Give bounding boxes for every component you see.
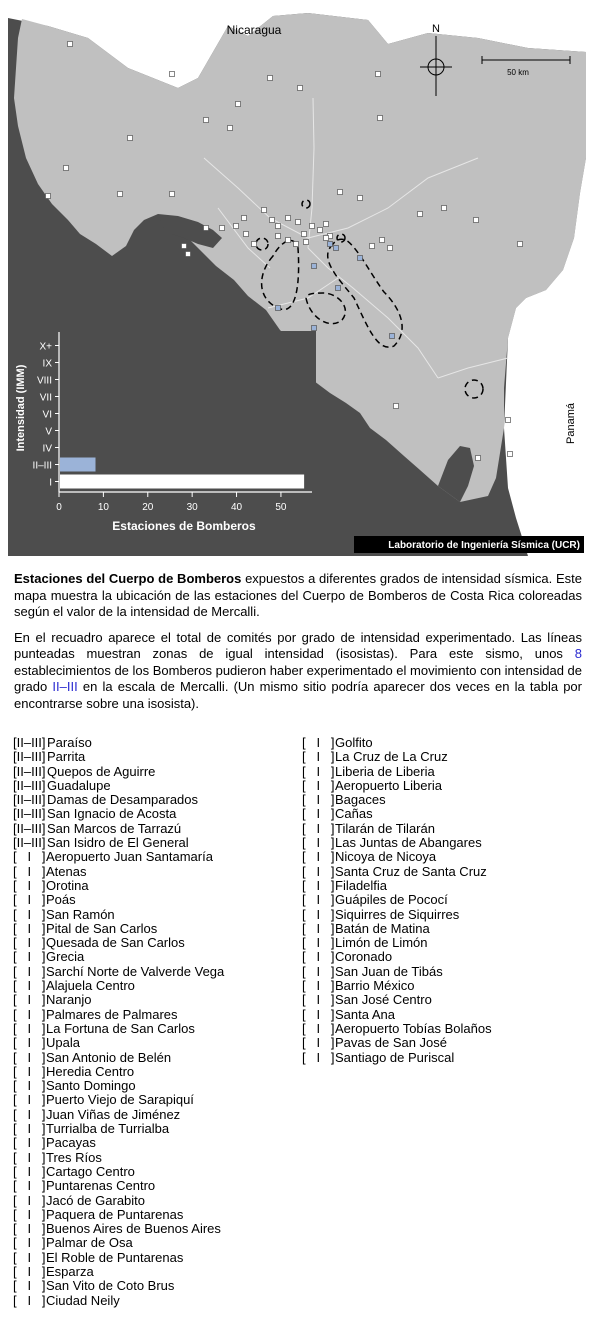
y-tick-label: V	[45, 426, 52, 438]
station-name: Filadelfia	[335, 877, 388, 893]
station-marker	[394, 404, 399, 409]
station-marker-II-III	[334, 246, 339, 251]
station-grade: [ I ]	[13, 1092, 46, 1108]
station-list-item	[302, 865, 492, 879]
station-marker	[268, 76, 273, 81]
station-grade: [ I ]	[302, 992, 335, 1008]
station-marker	[244, 232, 249, 237]
station-grade: [II–III]	[13, 820, 46, 836]
station-list-item	[302, 1022, 492, 1036]
station-name: San Antonio de Belén	[46, 1049, 172, 1065]
station-list-item	[13, 1236, 224, 1250]
panama-label: Panamá	[565, 403, 577, 444]
station-name: Sarchí Norte de Valverde Vega	[46, 963, 225, 979]
bar-0	[60, 475, 304, 489]
station-list-item	[13, 879, 224, 893]
station-name: Santa Cruz de Santa Cruz	[335, 863, 487, 879]
station-name: La Fortuna de San Carlos	[46, 1020, 195, 1036]
station-marker-II-III	[276, 306, 281, 311]
station-name: Jacó de Garabito	[46, 1192, 146, 1208]
station-list-item	[13, 993, 224, 1007]
station-grade: [ I ]	[13, 1063, 46, 1079]
station-marker	[518, 242, 523, 247]
station-list-item	[13, 1136, 224, 1150]
station-grade: [ I ]	[302, 920, 335, 936]
caption-paragraph-2	[14, 630, 582, 713]
station-name: Pavas de San José	[335, 1035, 448, 1051]
station-grade: [II–III]	[13, 777, 46, 793]
y-tick-label: I	[49, 477, 52, 489]
station-name: Parrita	[47, 749, 86, 765]
station-marker	[318, 228, 323, 233]
y-tick-label: II–III	[32, 460, 52, 472]
station-marker	[324, 236, 329, 241]
station-list-item	[302, 1036, 492, 1050]
station-list-item	[302, 950, 492, 964]
station-list-item	[13, 793, 224, 807]
costa-rica-map	[8, 8, 586, 556]
station-marker	[46, 194, 51, 199]
station-name: Naranjo	[46, 992, 92, 1008]
station-list-item	[302, 765, 492, 779]
station-marker	[302, 232, 307, 237]
station-list-item	[302, 879, 492, 893]
station-name: Alajuela Centro	[46, 978, 135, 994]
station-grade: [ I ]	[302, 949, 335, 965]
station-name: Nicoya de Nicoya	[335, 849, 437, 865]
station-list-item	[13, 1208, 224, 1222]
station-list-item	[13, 1008, 224, 1022]
station-marker-II-III	[312, 264, 317, 269]
caption-p1-text: expuestos a diferentes grados de intensidad sísmica. Este mapa muestra la ubicación de las estaciones del Cuerpo de Bomberos de Costa Rica coloreadas según el valor de la intensidad de Mercalli.	[14, 571, 582, 619]
station-list-item	[13, 979, 224, 993]
station-marker	[508, 452, 513, 457]
x-tick-label: 0	[56, 502, 62, 513]
station-name: Guadalupe	[47, 777, 111, 793]
station-name: Turrialba de Turrialba	[46, 1121, 170, 1137]
station-name: San Isidro de El General	[47, 835, 189, 851]
station-marker	[304, 240, 309, 245]
station-name: Guápiles de Pococí	[335, 892, 448, 908]
station-marker	[242, 216, 247, 221]
map-panel	[8, 8, 586, 556]
station-marker	[118, 192, 123, 197]
station-list-item	[13, 1051, 224, 1065]
station-list-item	[13, 850, 224, 864]
station-list-item	[13, 922, 224, 936]
station-list-item	[13, 1179, 224, 1193]
station-grade: [ I ]	[13, 1078, 46, 1094]
station-list-item	[13, 750, 224, 764]
station-name: Cartago Centro	[46, 1163, 135, 1179]
station-name: San Vito de Coto Brus	[46, 1278, 175, 1294]
station-grade: [ I ]	[302, 777, 335, 793]
station-marker	[294, 242, 299, 247]
caption-paragraph-1	[14, 571, 582, 621]
station-list-item	[302, 979, 492, 993]
station-list-item	[302, 750, 492, 764]
station-list-item	[13, 1108, 224, 1122]
station-name: Palmares de Palmares	[46, 1006, 178, 1022]
station-grade: [II–III]	[13, 806, 46, 822]
station-list-item	[13, 965, 224, 979]
station-list-item	[13, 1222, 224, 1236]
station-list-item	[302, 736, 492, 750]
y-tick-label: VII	[39, 392, 52, 404]
station-list-item	[13, 1036, 224, 1050]
station-name: Pacayas	[46, 1135, 96, 1151]
station-marker	[298, 86, 303, 91]
station-grade: [ I ]	[13, 1178, 46, 1194]
station-marker	[376, 72, 381, 77]
station-grade: [ I ]	[302, 892, 335, 908]
station-name: Orotina	[46, 877, 89, 893]
station-marker	[286, 238, 291, 243]
station-list-item	[13, 1294, 224, 1308]
station-list-item	[13, 736, 224, 750]
station-marker	[276, 224, 281, 229]
station-marker	[252, 242, 257, 247]
station-list-item	[302, 893, 492, 907]
station-grade: [ I ]	[13, 1149, 46, 1165]
station-marker	[474, 218, 479, 223]
x-tick-label: 10	[97, 502, 109, 513]
station-list-item	[13, 765, 224, 779]
station-name: San Ramón	[46, 906, 115, 922]
station-grade: [ I ]	[13, 1121, 46, 1137]
station-list-item	[13, 1122, 224, 1136]
station-marker	[310, 224, 315, 229]
station-name: Siquirres de Siquirres	[335, 906, 460, 922]
station-grade: [ I ]	[13, 877, 46, 893]
station-grade: [ I ]	[302, 820, 335, 836]
x-tick-label: 50	[275, 502, 287, 513]
station-grade: [ I ]	[13, 935, 46, 951]
station-marker-II-III	[358, 256, 363, 261]
station-name: Liberia de Liberia	[335, 763, 435, 779]
station-list-item	[13, 807, 224, 821]
station-name: Bagaces	[335, 792, 386, 808]
station-name: La Cruz de La Cruz	[335, 749, 448, 765]
station-grade: [ I ]	[302, 1020, 335, 1036]
station-list-item	[13, 1194, 224, 1208]
station-list-item	[13, 936, 224, 950]
station-name: Batán de Matina	[335, 920, 430, 936]
station-grade: [ I ]	[13, 1035, 46, 1051]
station-name: Upala	[46, 1035, 80, 1051]
station-name: Santo Domingo	[46, 1078, 136, 1094]
nicaragua-label: Nicaragua	[226, 23, 282, 37]
station-list-item	[13, 865, 224, 879]
station-grade: [ I ]	[13, 978, 46, 994]
station-name: Puerto Viejo de Sarapiquí	[46, 1092, 194, 1108]
station-list-item	[13, 822, 224, 836]
station-list-item	[302, 936, 492, 950]
intensity-grade: II–III	[52, 679, 78, 694]
scale-label: 50 km	[507, 68, 529, 77]
y-tick-label: VI	[42, 409, 52, 421]
station-grade: [ I ]	[302, 978, 335, 994]
north-label: N	[432, 23, 440, 35]
station-marker	[182, 244, 187, 249]
station-name: Buenos Aires de Buenos Aires	[46, 1221, 221, 1237]
station-marker-II-III	[328, 242, 333, 247]
station-list-item	[302, 922, 492, 936]
station-grade: [ I ]	[302, 749, 335, 765]
station-grade: [ I ]	[13, 992, 46, 1008]
station-list-item	[13, 1251, 224, 1265]
station-name: Poás	[46, 892, 76, 908]
station-grade: [ I ]	[302, 792, 335, 808]
station-name: Tres Ríos	[46, 1149, 102, 1165]
station-name: Heredia Centro	[46, 1063, 135, 1079]
station-grade: [ I ]	[13, 1206, 46, 1222]
station-name: San Juan de Tibás	[335, 963, 443, 979]
y-tick-label: IX	[42, 358, 52, 370]
station-marker	[286, 216, 291, 221]
station-grade: [ I ]	[13, 892, 46, 908]
station-marker	[236, 102, 241, 107]
station-grade: [ I ]	[302, 1035, 335, 1051]
station-name: Coronado	[335, 949, 393, 965]
caption-p2-text-a: En el recuadro aparece el total de comités por grado de intensidad experimentado. Las líneas punteadas muestran zonas de igual intensidad (isosistas). Para este sismo, unos	[14, 629, 582, 661]
station-list-left	[13, 736, 224, 1308]
station-name: Atenas	[46, 863, 87, 879]
station-marker-II-III	[390, 334, 395, 339]
chart-y-title: Intensidad (IMM)	[15, 364, 27, 452]
station-marker	[296, 220, 301, 225]
station-grade: [ I ]	[302, 849, 335, 865]
chart-x-title: Estaciones de Bomberos	[112, 519, 256, 533]
station-grade: [ I ]	[13, 1292, 46, 1308]
station-grade: [ I ]	[302, 806, 335, 822]
station-grade: [II–III]	[13, 792, 46, 808]
y-tick-label: X+	[39, 341, 52, 353]
y-tick-label: IV	[42, 443, 52, 455]
station-grade: [ I ]	[302, 935, 335, 951]
station-grade: [II–III]	[13, 835, 46, 851]
station-name: Ciudad Neily	[46, 1292, 120, 1308]
caption-title: Estaciones del Cuerpo de Bomberos	[14, 571, 242, 586]
station-list-item	[302, 822, 492, 836]
station-name: Esparza	[46, 1263, 94, 1279]
station-list-item	[302, 850, 492, 864]
station-marker	[370, 244, 375, 249]
bar-1	[60, 458, 96, 472]
station-grade: [ I ]	[302, 877, 335, 893]
station-name: Puntarenas Centro	[46, 1178, 156, 1194]
station-grade: [ I ]	[302, 835, 335, 851]
station-marker	[380, 238, 385, 243]
station-list-item	[13, 908, 224, 922]
station-list-item	[302, 836, 492, 850]
station-name: Tilarán de Tilarán	[335, 820, 435, 836]
station-name: Aeropuerto Tobías Bolaños	[335, 1020, 492, 1036]
station-list-item	[302, 793, 492, 807]
station-list-right	[302, 736, 492, 1065]
station-marker	[476, 456, 481, 461]
station-marker	[128, 136, 133, 141]
station-grade: [II–III]	[13, 749, 46, 765]
station-grade: [ I ]	[13, 1221, 46, 1237]
station-list-item	[13, 779, 224, 793]
station-name: Pital de San Carlos	[46, 920, 158, 936]
station-name: Grecia	[46, 949, 85, 965]
station-name: Quepos de Aguirre	[47, 763, 156, 779]
station-marker	[378, 116, 383, 121]
station-name: Las Juntas de Abangares	[335, 835, 482, 851]
station-name: Aeropuerto Juan Santamaría	[46, 849, 213, 865]
station-name: Juan Viñas de Jiménez	[46, 1106, 181, 1122]
station-marker	[388, 246, 393, 251]
station-marker	[228, 126, 233, 131]
station-list-item	[13, 1151, 224, 1165]
station-grade: [ I ]	[302, 906, 335, 922]
station-marker	[220, 226, 225, 231]
station-grade: [ I ]	[13, 1106, 46, 1122]
station-marker	[204, 226, 209, 231]
station-grade: [ I ]	[302, 1006, 335, 1022]
station-list-item	[302, 965, 492, 979]
station-marker	[418, 212, 423, 217]
station-marker	[358, 196, 363, 201]
station-marker	[262, 208, 267, 213]
station-marker	[234, 224, 239, 229]
station-marker	[442, 206, 447, 211]
station-marker	[170, 192, 175, 197]
station-grade: [ I ]	[13, 1163, 46, 1179]
station-name: Paquera de Puntarenas	[46, 1206, 184, 1222]
credit-label: Laboratorio de Ingeniería Sísmica (UCR)	[388, 540, 580, 551]
station-list-item	[302, 807, 492, 821]
y-tick-label: VIII	[36, 375, 52, 387]
station-name: San Marcos de Tarrazú	[47, 820, 182, 836]
station-list-item	[13, 836, 224, 850]
station-list-item	[13, 1165, 224, 1179]
station-list-item	[13, 1265, 224, 1279]
station-list-item	[13, 1065, 224, 1079]
station-marker-II-III	[312, 326, 317, 331]
station-grade: [ I ]	[13, 863, 46, 879]
station-marker	[170, 72, 175, 77]
station-list-item	[302, 993, 492, 1007]
station-name: San José Centro	[335, 992, 432, 1008]
station-marker	[204, 118, 209, 123]
caption	[14, 571, 582, 721]
station-name: Palmar de Osa	[46, 1235, 133, 1251]
station-list-item	[13, 950, 224, 964]
station-list-item	[302, 779, 492, 793]
station-name: Santa Ana	[335, 1006, 395, 1022]
station-name: Santiago de Puriscal	[335, 1049, 455, 1065]
station-grade: [ I ]	[13, 1263, 46, 1279]
station-grade: [ I ]	[13, 1192, 46, 1208]
station-grade: [ I ]	[13, 1006, 46, 1022]
station-marker	[506, 418, 511, 423]
station-name: Quesada de San Carlos	[46, 935, 185, 951]
station-name: Golfito	[335, 735, 373, 750]
station-list-item	[302, 908, 492, 922]
station-name: Paraíso	[47, 735, 92, 750]
x-tick-label: 20	[142, 502, 154, 513]
station-list-item	[13, 893, 224, 907]
station-list-item	[302, 1008, 492, 1022]
station-grade: [II–III]	[13, 763, 46, 779]
station-name: El Roble de Puntarenas	[46, 1249, 184, 1265]
station-grade: [ I ]	[13, 1020, 46, 1036]
station-grade: [ I ]	[302, 735, 335, 750]
station-grade: [ I ]	[302, 863, 335, 879]
station-list-item	[302, 1051, 492, 1065]
station-marker	[186, 252, 191, 257]
station-grade: [ I ]	[13, 920, 46, 936]
station-list-item	[13, 1079, 224, 1093]
station-name: Barrio México	[335, 978, 415, 994]
station-grade: [ I ]	[13, 849, 46, 865]
station-grade: [ I ]	[302, 763, 335, 779]
station-marker	[64, 166, 69, 171]
station-grade: [ I ]	[302, 1049, 335, 1065]
station-grade: [ I ]	[13, 1049, 46, 1065]
station-name: Damas de Desamparados	[47, 792, 199, 808]
station-grade: [ I ]	[13, 1278, 46, 1294]
caption-p2-text-c: en la escala de Mercalli. (Un mismo sitio podría aparecer dos veces en la tabla por encontrarse sobre una isosista).	[14, 679, 582, 711]
station-name: Limón de Limón	[335, 935, 428, 951]
station-marker	[270, 218, 275, 223]
station-name: Aeropuerto Liberia	[335, 777, 442, 793]
station-grade: [II–III]	[13, 735, 46, 750]
station-marker	[338, 190, 343, 195]
station-marker	[324, 222, 329, 227]
station-grade: [ I ]	[13, 949, 46, 965]
station-name: Cañas	[335, 806, 373, 822]
station-grade: [ I ]	[302, 963, 335, 979]
station-marker	[276, 234, 281, 239]
station-marker	[68, 42, 73, 47]
station-grade: [ I ]	[13, 1135, 46, 1151]
station-list-item	[13, 1022, 224, 1036]
station-name: San Ignacio de Acosta	[47, 806, 177, 822]
x-tick-label: 30	[186, 502, 198, 513]
station-grade: [ I ]	[13, 1235, 46, 1251]
station-grade: [ I ]	[13, 906, 46, 922]
station-list-item	[13, 1093, 224, 1107]
caption-p2-text-b: establecimientos de los Bomberos pudieron haber experimentado el movimiento con intensidad de grado	[14, 662, 583, 694]
station-grade: [ I ]	[13, 963, 46, 979]
x-tick-label: 40	[230, 502, 243, 513]
station-grade: [ I ]	[13, 1249, 46, 1265]
station-count: 8	[574, 646, 582, 661]
station-list-item	[13, 1279, 224, 1293]
station-marker-II-III	[336, 286, 341, 291]
